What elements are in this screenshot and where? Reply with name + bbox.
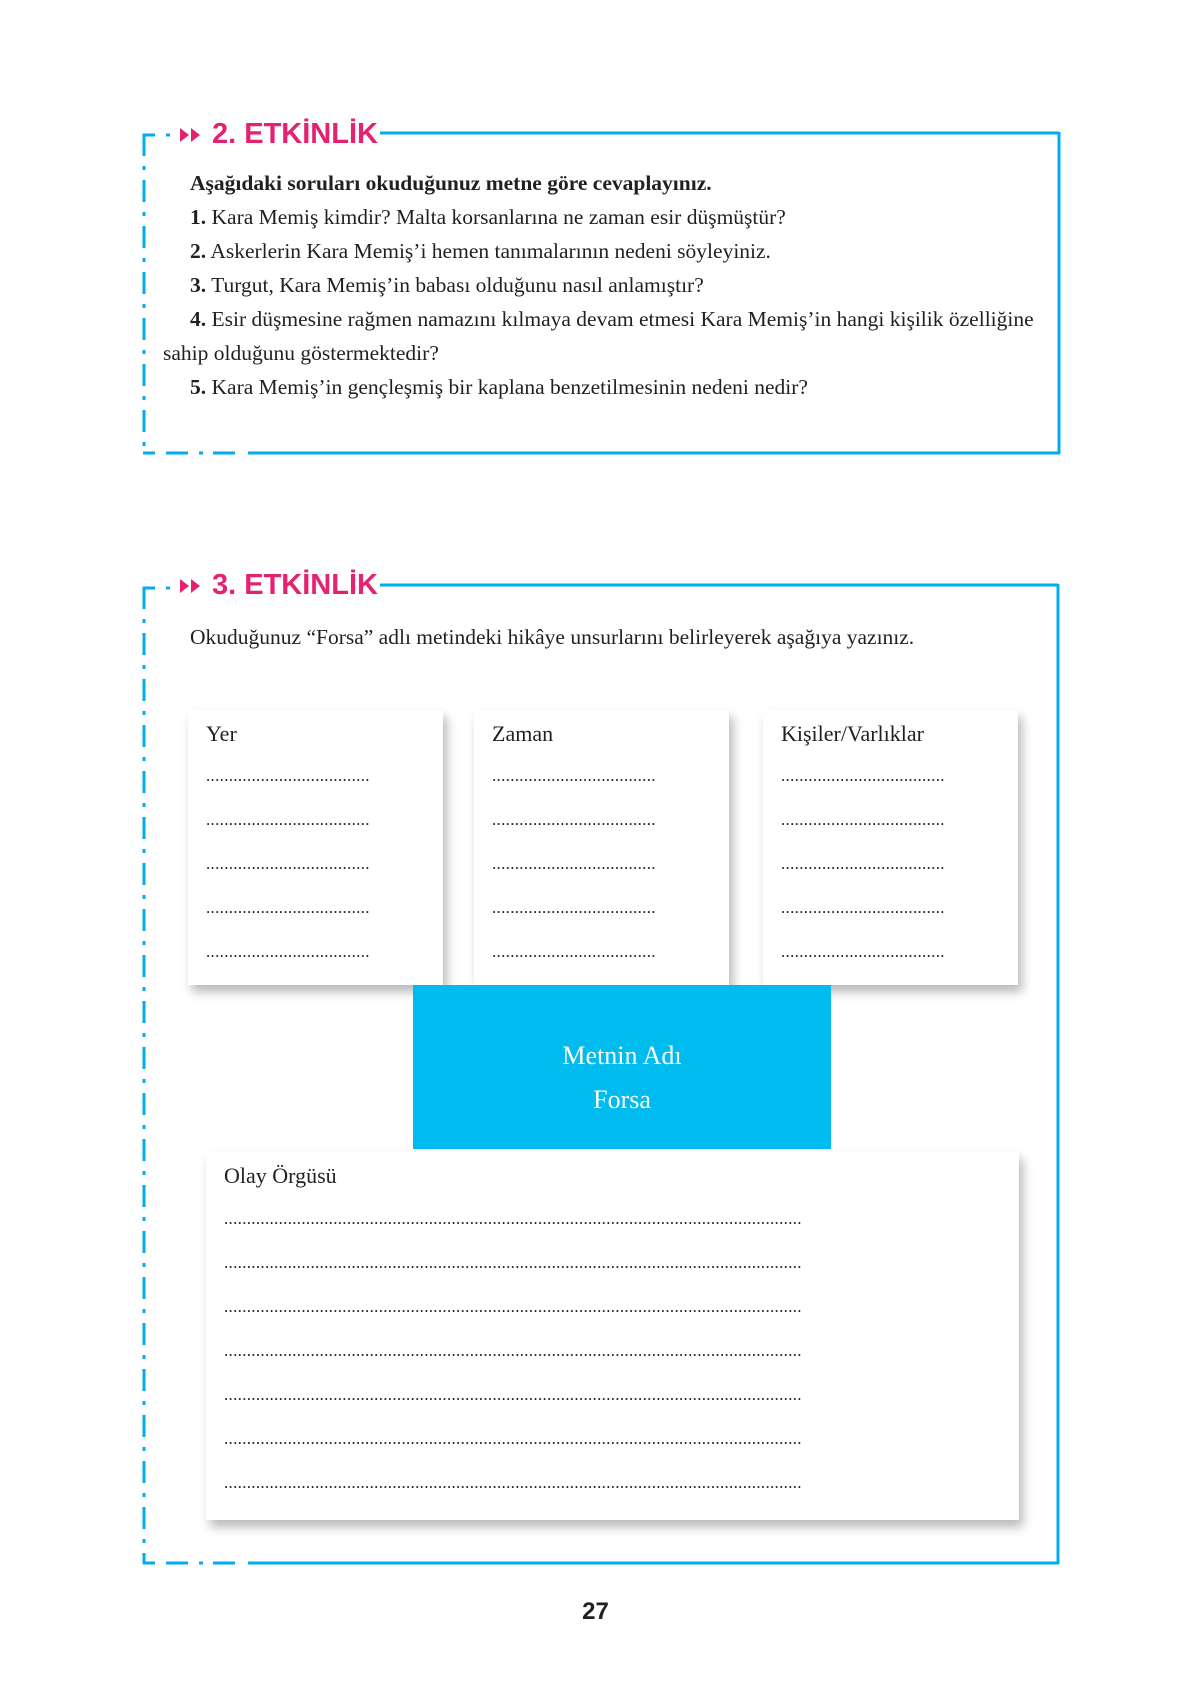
answer-line[interactable]: .................................... xyxy=(206,942,370,961)
card-characters xyxy=(763,710,1018,985)
answer-line[interactable]: .................................... xyxy=(492,854,656,873)
activity-3-heading xyxy=(180,571,380,600)
card-time-title: Zaman xyxy=(492,721,554,746)
answer-line[interactable]: .................................... xyxy=(781,854,945,873)
activity-3-instruction: Okuduğunuz “Forsa” adlı metindeki hikâye unsurlarını belirleyerek aşağıya yazınız. xyxy=(190,625,915,649)
answer-line[interactable]: .................................... xyxy=(206,898,370,917)
question-2: 2. Askerlerin Kara Memiş’i hemen tanımalarının nedeni söyleyiniz. xyxy=(190,239,771,263)
answer-line[interactable]: .................................... xyxy=(781,942,945,961)
answer-line[interactable]: .................................... xyxy=(206,854,370,873)
answer-line[interactable]: ............................................................................................................................... xyxy=(224,1385,802,1404)
page-number: 27 xyxy=(582,1598,609,1625)
question-3: 3. Turgut, Kara Memiş’in babası olduğunu nasıl anlamıştır? xyxy=(190,273,704,297)
question-4: 4. Esir düşmesine rağmen namazını kılmaya devam etmesi Kara Memiş’in hangi kişilik özelliğine sahip olduğunu göstermektedir? xyxy=(163,307,1034,365)
answer-line[interactable]: .................................... xyxy=(492,810,656,829)
activity-3-title: 3. ETKİNLİK xyxy=(212,569,378,601)
card-place xyxy=(188,710,443,985)
text-title-value: Forsa xyxy=(593,1085,651,1114)
card-time xyxy=(474,710,729,985)
question-5: 5. Kara Memiş’in gençleşmiş bir kaplana benzetilmesinin nedeni nedir? xyxy=(190,375,808,399)
question-1: 1. Kara Memiş kimdir? Malta korsanlarına ne zaman esir düşmüştür? xyxy=(190,205,786,229)
answer-line[interactable]: .................................... xyxy=(206,810,370,829)
answer-line[interactable]: .................................... xyxy=(206,766,370,785)
activity-2-instruction: Aşağıdaki soruları okuduğunuz metne göre cevaplayınız. xyxy=(190,171,712,195)
answer-line[interactable]: ............................................................................................................................... xyxy=(224,1473,802,1492)
answer-line[interactable]: .................................... xyxy=(492,942,656,961)
text-title-label: Metnin Adı xyxy=(562,1041,682,1070)
text-title-box xyxy=(413,985,831,1149)
activity-2-title: 2. ETKİNLİK xyxy=(212,118,378,150)
card-place-title: Yer xyxy=(206,721,237,746)
answer-line[interactable]: .................................... xyxy=(781,810,945,829)
answer-line[interactable]: .................................... xyxy=(492,766,656,785)
answer-line[interactable]: ............................................................................................................................... xyxy=(224,1297,802,1316)
answer-line[interactable]: ............................................................................................................................... xyxy=(224,1341,802,1360)
card-plot xyxy=(206,1152,1019,1520)
double-arrow-icon xyxy=(180,577,202,595)
answer-line[interactable]: .................................... xyxy=(781,898,945,917)
answer-line[interactable]: ............................................................................................................................... xyxy=(224,1429,802,1448)
answer-line[interactable]: .................................... xyxy=(781,766,945,785)
answer-line[interactable]: .................................... xyxy=(492,898,656,917)
answer-line[interactable]: ............................................................................................................................... xyxy=(224,1253,802,1272)
card-characters-title: Kişiler/Varlıklar xyxy=(781,721,924,746)
card-plot-title: Olay Örgüsü xyxy=(224,1163,337,1188)
answer-line[interactable]: ............................................................................................................................... xyxy=(224,1209,802,1228)
